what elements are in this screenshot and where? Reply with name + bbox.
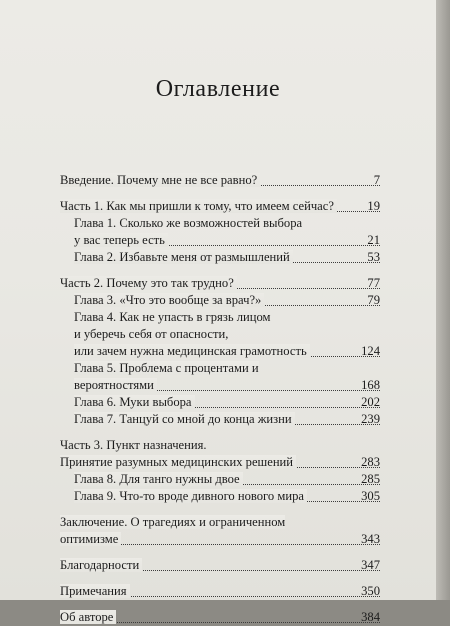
toc-page-number: 21 [367,233,380,247]
toc-page-number: 124 [361,344,380,358]
toc-entry-title [60,488,380,505]
toc-entry-title [60,275,380,292]
toc-entry-line: Глава 5. Проблема с процентами и вероятностями [74,361,259,392]
toc-page-number: 53 [367,250,380,264]
toc-entry-line: Глава 9. Что-то вроде дивного нового мира [74,489,307,503]
toc-entry [60,471,380,488]
toc-entry [60,514,380,548]
toc-entry [60,557,380,574]
toc-entry [60,360,380,394]
toc-page-number: 79 [367,293,380,307]
toc-entry-title [60,471,380,488]
toc-entry-title [60,249,380,266]
toc-entry-line: Об авторе [60,610,116,624]
toc-entry-line: Глава 2. Избавьте меня от размышлений [74,250,293,264]
toc-entry-title [60,198,380,215]
page-edge [436,0,450,600]
toc-entry-line: Часть 3. Пункт назначения. [60,438,207,452]
page-title: Оглавление [155,76,281,102]
toc-entry-line: Глава 8. Для танго нужны двое [74,472,243,486]
toc-entry-title [60,583,380,600]
toc-entry-title [60,514,380,548]
toc-entry-title [60,437,380,471]
toc-entry-title [60,172,380,189]
toc-page-number: 305 [361,489,380,503]
toc-entry-line: Глава 3. «Что это вообще за врач?» [74,293,264,307]
toc-entry-title [60,557,380,574]
toc-entry-line: Глава 1. Сколько же возможностей выбора [74,216,303,230]
toc-entry [60,583,380,600]
toc-page-number: 202 [361,395,380,409]
toc-entry [60,488,380,505]
toc-entry [60,411,380,428]
toc-entry-line: Глава 7. Танцуй со мной до конца жизни [74,412,295,426]
toc-entry-line: Глава 4. Как не упасть в грязь лицом [74,310,271,324]
toc-entry-line: Часть 2. Почему это так трудно? [60,276,237,290]
toc-page-number: 239 [361,412,380,426]
toc-entry-title [60,394,380,411]
toc-page-number: 350 [361,584,380,598]
toc-entry-title [60,411,380,428]
toc-entry [60,394,380,411]
toc-entry-line: Примечания [60,584,130,598]
toc-entry [60,172,380,189]
toc-page-number: 77 [367,276,380,290]
toc-entry-title [60,309,380,360]
table-of-contents [60,172,380,626]
toc-entry-line: Заключение. О трагедиях и ограниченном оптимизме [60,515,286,546]
toc-entry-line: Часть 1. Как мы пришли к тому, что имеем сейчас? [60,199,337,213]
toc-page-number: 168 [361,378,380,392]
toc-page-number: 283 [361,455,380,469]
toc-page-number: 384 [361,610,380,624]
toc-entry [60,292,380,309]
toc-entry-title [60,609,380,626]
toc-entry [60,215,380,249]
toc-entry-line: Принятие разумных медицинских решений [60,455,296,469]
toc-entry-title [60,215,380,249]
toc-entry [60,437,380,471]
toc-entry-line: или зачем нужна медицинская грамотность [74,344,310,358]
toc-entry-title [60,360,380,394]
toc-entry [60,275,380,292]
toc-entry-line: у вас теперь есть [74,233,168,247]
toc-entry-line: и уберечь себя от опасности, [74,327,229,341]
toc-entry-line: Благодарности [60,558,142,572]
toc-entry-line: Введение. Почему мне не все равно? [60,173,260,187]
toc-page-number: 347 [361,558,380,572]
toc-page-number: 7 [373,173,380,187]
toc-entry [60,249,380,266]
toc-entry-title [60,292,380,309]
toc-page-number: 343 [361,532,380,546]
toc-entry [60,198,380,215]
toc-page-number: 19 [367,199,380,213]
toc-entry-line: Глава 6. Муки выбора [74,395,195,409]
toc-entry [60,609,380,626]
toc-entry [60,309,380,360]
toc-page-number: 285 [361,472,380,486]
